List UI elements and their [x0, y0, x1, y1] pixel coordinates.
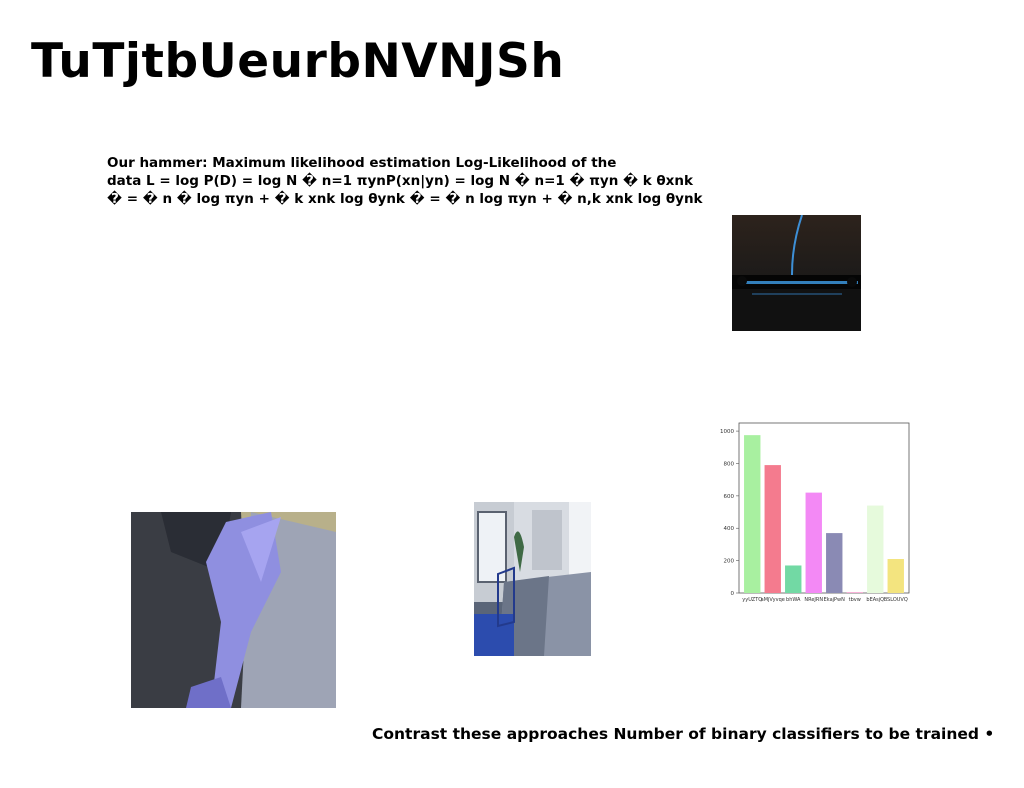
y-tick-label: 0: [730, 591, 734, 597]
y-tick-label: 200: [723, 558, 734, 565]
y-tick-label: 400: [723, 526, 734, 533]
y-tick-label: 800: [723, 461, 734, 468]
x-tick-label: bEAsjQ: [866, 597, 885, 603]
formula-line: � = � n � log πyn + � k xnk log θynk � = � n log πyn + � n,k xnk log θynk: [107, 191, 703, 207]
bar-aMjVyvqe: [765, 465, 781, 593]
y-tick-label: 1000: [720, 429, 734, 436]
formula-line: data L = log P(D) = log N � n=1 πynP(xn|yn) = log N � n=1 � πyn � k θxnk: [107, 173, 693, 189]
caption-text: Contrast these approaches Number of binary classifiers to be trained •: [372, 725, 995, 743]
bar-chart: [715, 418, 915, 610]
formula-text: [107, 154, 717, 208]
x-tick-label: EkajPwN: [823, 597, 845, 603]
bar-BSLOUVQ: [888, 559, 904, 593]
x-tick-label: BSLOUVQ: [883, 597, 908, 603]
x-tick-label: aMjVyvqe: [760, 597, 785, 603]
y-tick-label: 600: [723, 493, 734, 500]
night-skyline-image: [732, 215, 861, 331]
bar-bEAsjQ: [867, 506, 883, 593]
bar-tbvw: [847, 592, 863, 593]
x-tick-label: bhWA: [786, 597, 801, 603]
slide-title: TuTjtbUeurbNVNJSh: [31, 34, 565, 89]
bar-bhWA: [785, 565, 801, 593]
bedroom-image: [474, 502, 591, 656]
bar-NReJRN: [806, 493, 822, 593]
chart-frame: [739, 423, 909, 593]
x-tick-label: yyUZTQ: [742, 597, 763, 603]
bar-yyUZTQ: [744, 435, 760, 593]
formula-line: Our hammer: Maximum likelihood estimation Log-Likelihood of the: [107, 155, 617, 171]
person-hand-image: [131, 512, 336, 708]
bar-EkajPwN: [826, 533, 842, 593]
x-tick-label: NReJRN: [804, 597, 824, 603]
x-tick-label: tbvw: [848, 597, 861, 603]
